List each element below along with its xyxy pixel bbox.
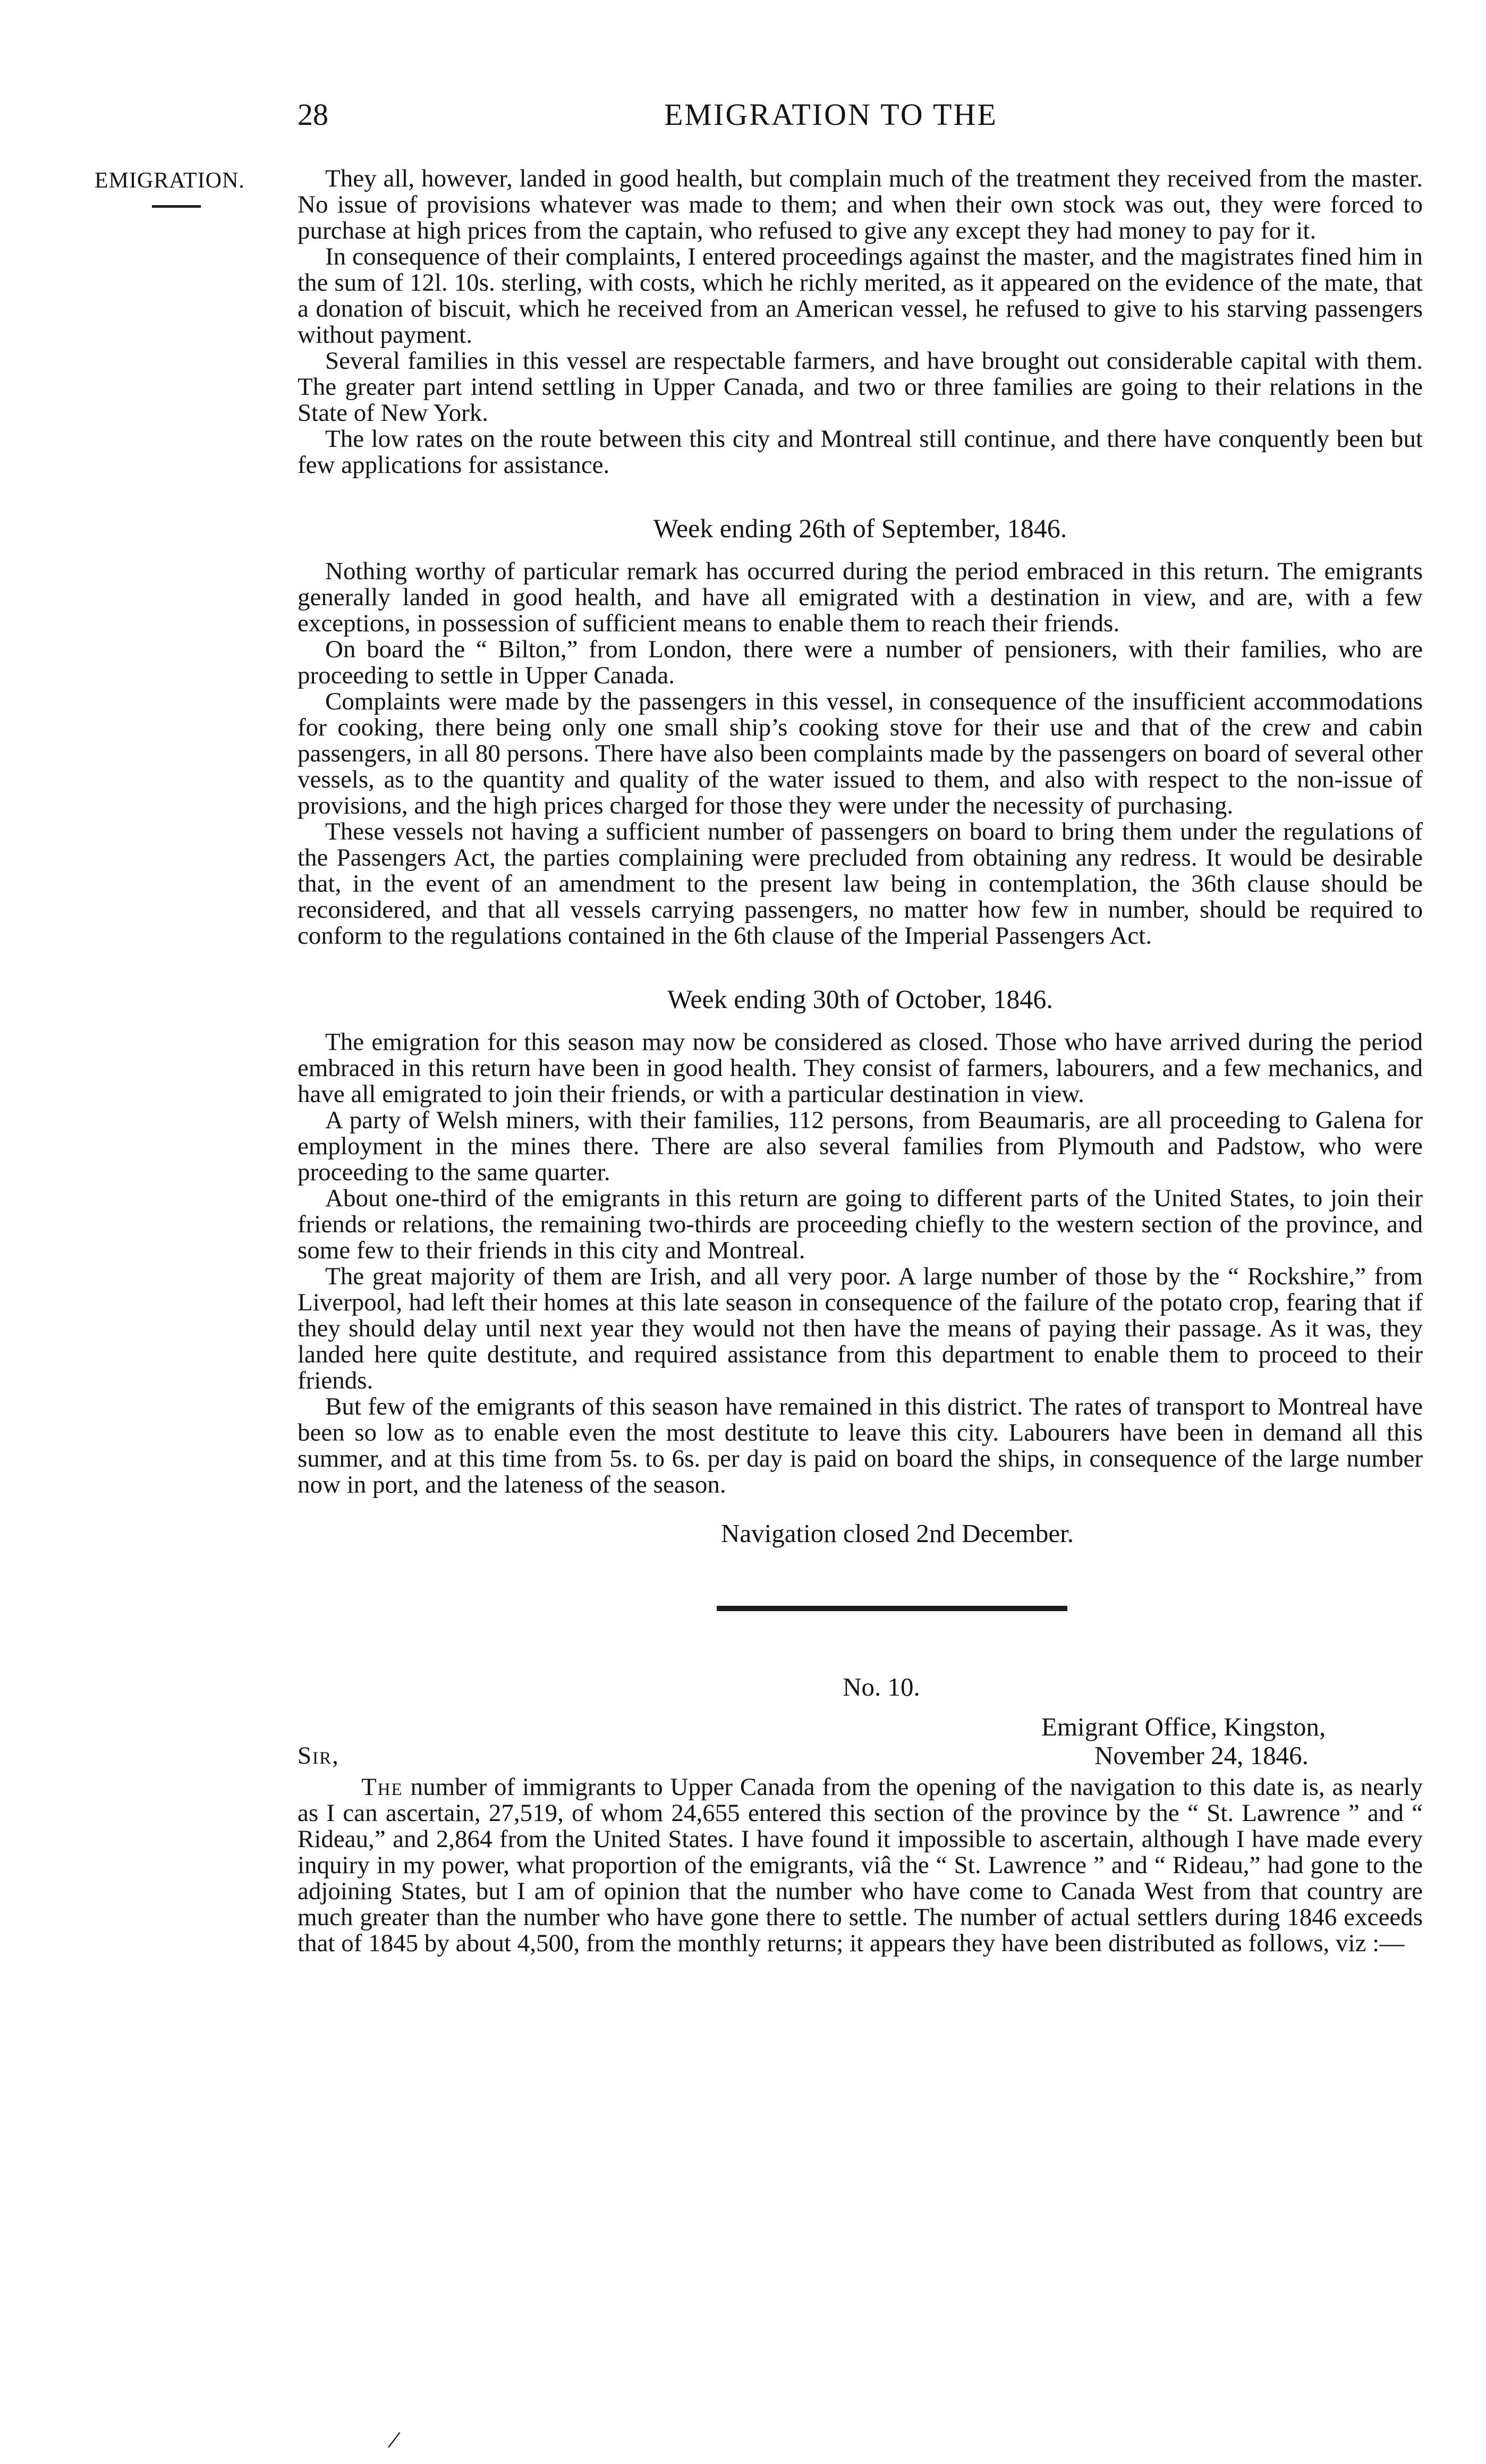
side-heading-dash — [152, 205, 201, 208]
paragraph: But few of the emigrants of this season have remained in this district. The rates of transport to Montreal have been so low as to enable even the most destitute to leave this city. Labourers have been in demand all this summer, and at this time from 5s. to 6s. per day is paid on board the ships, in consequence of the large number now in port, and the lateness of the season. — [298, 1393, 1423, 1498]
running-title: EMIGRATION TO THE — [664, 97, 998, 132]
navigation-closed-note: Navigation closed 2nd December. — [720, 1519, 1074, 1548]
letter-date: November 24, 1846. — [1094, 1741, 1309, 1770]
text-column — [298, 166, 1423, 1957]
paragraph: Several families in this vessel are respectable farmers, and have brought out considerable capital with them. The greater part intend settling in Upper Canada, and two or three families are going to their relations in the State of New York. — [298, 347, 1423, 427]
letter-text: number of immigrants to Upper Canada from the opening of the navigation to this date is, as nearly as I can ascertain, 27,519, of whom 24,655 entered this section of the province by the “ St. Lawrence ” and “ Rideau,” and 2,864 from the United States. I have found it impossible to ascertain, although I have made every inquiry in my power, what proportion of the emigrants, viâ the “ St. Lawrence ” and “ Rideau,” had gone to the adjoining States, but I am of opinion that the number who have come to Canada West from that country are much greater than the number who have gone there to settle. The number of actual settlers during 1846 exceeds that of 1845 by about 4,500, from the monthly returns; it appears they have been distributed as follows, viz :— — [298, 1773, 1423, 1957]
paragraph: In consequence of their complaints, I entered proceedings against the master, and the magistrates fined him in the sum of 12l. 10s. sterling, with costs, which he richly merited, as it appeared on the evidence of the mate, that a donation of biscuit, which he received from an American vessel, he refused to give to his starving passengers without payment. — [298, 243, 1423, 349]
paragraph: About one-third of the emigrants in this return are going to different parts of the United States, to join their friends or relations, the remaining two-thirds are proceeding chiefly to the western section of the province, and some few to their friends in this city and Montreal. — [298, 1184, 1423, 1264]
document-number: No. 10. — [843, 1672, 920, 1701]
paragraph: On board the “ Bilton,” from London, there were a number of pensioners, with their families, who are proceeding to settle in Upper Canada. — [298, 636, 1423, 689]
stray-mark: / — [386, 2424, 403, 2455]
paragraph: A party of Welsh miners, with their families, 112 persons, from Beaumaris, are all proceeding to Galena for employment in the mines there. There are also several families from Plymouth and Padstow, who were proceeding to the same quarter. — [298, 1106, 1423, 1186]
paragraph: These vessels not having a sufficient number of passengers on board to bring them under the regulations of the Passengers Act, the parties complaining were precluded from obtaining any redress. It would be desirable that, in the event of an amendment to the present law being in contemplation, the 36th clause should be reconsidered, and that all vessels carrying passengers, no matter how few in number, should be required to conform to the regulations contained in the 6th clause of the Imperial Passengers Act. — [298, 818, 1423, 950]
letter-dateline — [298, 1712, 1423, 1770]
letter-opening-word: The — [361, 1773, 403, 1801]
side-heading: EMIGRATION. — [95, 168, 245, 193]
letter-salutation: Sir, — [298, 1742, 339, 1769]
letter-body — [298, 1774, 1423, 1957]
paragraph: Nothing worthy of particular remark has occurred during the period embraced in this return. The emigrants generally landed in good health, and have all emigrated with a destination in view, and are, with a few exceptions, in possession of sufficient means to enable them to reach their friends. — [298, 557, 1423, 637]
section-divider — [717, 1606, 1067, 1611]
letter-place: Emigrant Office, Kingston, — [1041, 1712, 1326, 1741]
paragraph: The emigration for this season may now be considered as closed. Those who have arrived during the period embraced in this return have been in good health. They consist of farmers, labourers, and a few mechanics, and have all emigrated to join their friends, or with a particular destination in view. — [298, 1028, 1423, 1108]
paragraph: Complaints were made by the passengers in this vessel, in consequence of the insufficient accommodations for cooking, there being only one small ship’s cooking stove for their use and that of the crew and cabin passengers, in all 80 persons. There have also been complaints made by the passengers on board of several other vessels, as to the quantity and quality of the water issued to them, and also with respect to the non-issue of provisions, and the high prices charged for those they were under the necessity of purchasing. — [298, 688, 1423, 819]
section-heading-september: Week ending 26th of September, 1846. — [653, 513, 1067, 543]
paragraph: They all, however, landed in good health, but complain much of the treatment they received from the master. No issue of provisions whatever was made to them; and when their own stock was out, they were forced to purchase at high prices from the captain, who refused to give any except they had money to pay for it. — [298, 165, 1423, 244]
paragraph: The low rates on the route between this city and Montreal still continue, and there have conquently been but few applications for assistance. — [298, 425, 1423, 479]
paragraph: The great majority of them are Irish, and all very poor. A large number of those by the “ Rockshire,” from Liverpool, had left their homes at this late season in consequence of the failure of the potato crop, fearing that if they should delay until next year they would not then have the means of paying their passage. As it was, they landed here quite destitute, and required assistance from this department to enable them to proceed to their friends. — [298, 1263, 1423, 1394]
page-number: 28 — [298, 97, 328, 132]
section-heading-october: Week ending 30th of October, 1846. — [667, 984, 1053, 1014]
